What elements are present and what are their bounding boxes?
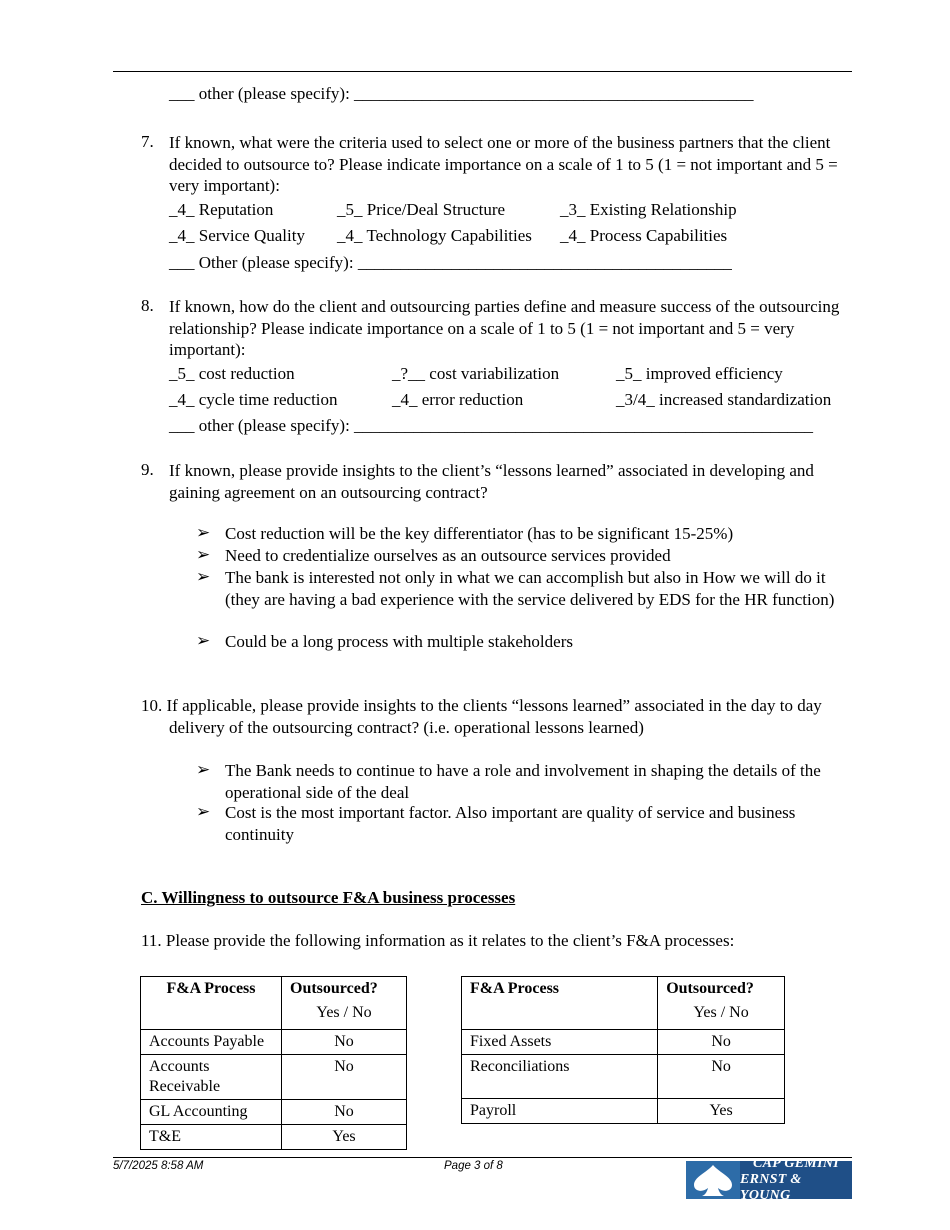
column-header-process: F&A Process — [141, 977, 282, 1030]
q8-improved-efficiency: _5_ improved efficiency — [616, 364, 783, 383]
arrow-bullet-icon: ➢ — [196, 802, 211, 821]
q9-bullet: Need to credentialize ourselves as an outsource services provided — [225, 546, 671, 565]
q9-number: 9. — [141, 460, 154, 479]
q8-text: If known, how do the client and outsourcing parties define and measure success of the outsourcing relationship? Please indicate importance on a scale of 1 to 5 (1 = not important and 5 = very important): — [169, 297, 840, 359]
table-row: GL Accounting No — [141, 1100, 407, 1125]
q7-other: ___ Other (please specify): ____________________________________________ — [169, 253, 732, 272]
footer-rule — [113, 1157, 852, 1158]
table-row: Accounts Receivable No — [141, 1055, 407, 1100]
q7-text: If known, what were the criteria used to select one or more of the business partners that the client decided to outsource to? Please indicate importance on a scale of 1 to 5 (1 = not important and 5 = very important): — [169, 133, 838, 195]
q8-other: ___ other (please specify): ______________________________________________________ — [169, 416, 814, 435]
q9-bullet: The bank is interested not only in what we can accomplish but also in How we will do it (they are having a bad experience with the service delivered by EDS for the HR function) — [225, 568, 835, 609]
column-header-outsourced: Outsourced? Yes / No — [282, 977, 407, 1030]
table-row: Fixed Assets No — [462, 1030, 785, 1055]
table-row: Accounts Payable No — [141, 1030, 407, 1055]
q8-number: 8. — [141, 296, 154, 315]
q9-bullet: Could be a long process with multiple stakeholders — [225, 632, 573, 651]
arrow-bullet-icon: ➢ — [196, 631, 211, 650]
arrow-bullet-icon: ➢ — [196, 545, 211, 564]
q7-service: _4_ Service Quality — [169, 226, 305, 245]
spade-icon — [686, 1161, 740, 1199]
q7-technology: _4_ Technology Capabilities — [337, 226, 532, 245]
arrow-bullet-icon: ➢ — [196, 760, 211, 779]
q7-reputation: _4_ Reputation — [169, 200, 274, 219]
column-header-outsourced: Outsourced? Yes / No — [658, 977, 785, 1030]
q7-price: _5_ Price/Deal Structure — [337, 200, 506, 219]
column-header-process: F&A Process — [462, 977, 658, 1030]
fa-table-left — [140, 976, 407, 1150]
table-row: Payroll Yes — [462, 1099, 785, 1124]
q6-other: ___ other (please specify): _______________________________________________ — [169, 84, 754, 103]
q7-existing: _3_ Existing Relationship — [560, 200, 737, 219]
q8-cycle-time: _4_ cycle time reduction — [169, 390, 338, 409]
footer-date: 5/7/2025 8:58 AM — [113, 1160, 204, 1172]
q10-bullet: The Bank needs to continue to have a role and involvement in shaping the details of the operational side of the deal — [225, 761, 821, 802]
q11-text: 11. Please provide the following information as it relates to the client’s F&A processes: — [141, 931, 735, 950]
q8-error-reduction: _4_ error reduction — [392, 390, 524, 409]
arrow-bullet-icon: ➢ — [196, 523, 211, 542]
q10-text: 10. If applicable, please provide insights to the clients “lessons learned” associated in the day to day delivery of the outsourcing contract? (i.e. operational lessons learned) — [141, 696, 822, 737]
fa-table-right — [461, 976, 785, 1124]
header-rule — [113, 71, 852, 72]
q8-cost-variabilization: _?__ cost variabilization — [392, 364, 560, 383]
q7-process: _4_ Process Capabilities — [560, 226, 728, 245]
table-row: Reconciliations No — [462, 1055, 785, 1099]
q8-cost-reduction: _5_ cost reduction — [169, 364, 295, 383]
q9-bullet: Cost reduction will be the key differentiator (has to be significant 15-25%) — [225, 524, 734, 543]
q9-text: If known, please provide insights to the client’s “lessons learned” associated in developing and gaining agreement on an outsourcing contract? — [169, 461, 814, 502]
q7-number: 7. — [141, 132, 154, 151]
section-c-heading: C. Willingness to outsource F&A business processes — [141, 888, 516, 907]
table-row: T&E Yes — [141, 1125, 407, 1150]
company-logo: CAP GEMINI ERNST & YOUNG — [686, 1161, 852, 1199]
footer-page: Page 3 of 8 — [444, 1160, 503, 1172]
arrow-bullet-icon: ➢ — [196, 567, 211, 586]
q8-standardization: _3/4_ increased standardization — [616, 390, 832, 409]
q10-bullet: Cost is the most important factor. Also important are quality of service and business continuity — [225, 803, 796, 844]
